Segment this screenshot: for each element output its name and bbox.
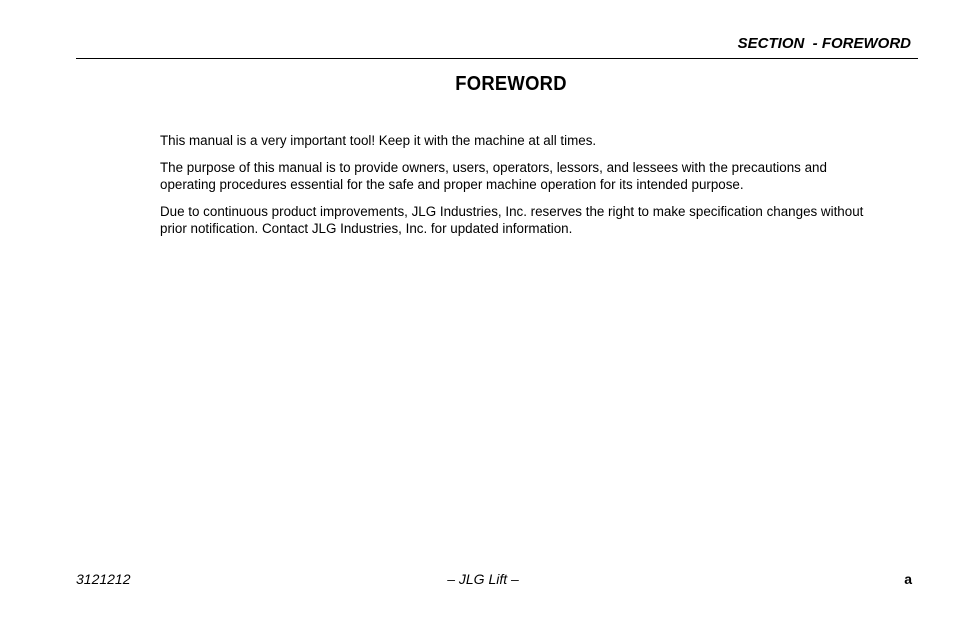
section-header: SECTION - FOREWORD [737, 35, 911, 52]
body-text [160, 132, 876, 247]
paragraph-improvements: Due to continuous product improvements, JLG Industries, Inc. reserves the right to make specification changes without prior notification. Contact JLG Industries, Inc. for updated information. [160, 204, 864, 236]
footer-page-number: a [904, 571, 912, 587]
paragraph-intro: This manual is a very important tool! Keep it with the machine at all times. [160, 133, 597, 148]
paragraph-purpose: The purpose of this manual is to provide owners, users, operators, lessors, and lessees with the precautions and operating procedures essential for the safe and proper machine operation for its intended purpose. [160, 160, 827, 192]
header-divider [76, 58, 918, 59]
footer-product-name: – JLG Lift – [447, 571, 519, 587]
footer-document-number: 3121212 [76, 571, 131, 587]
page-title: FOREWORD [455, 73, 567, 95]
